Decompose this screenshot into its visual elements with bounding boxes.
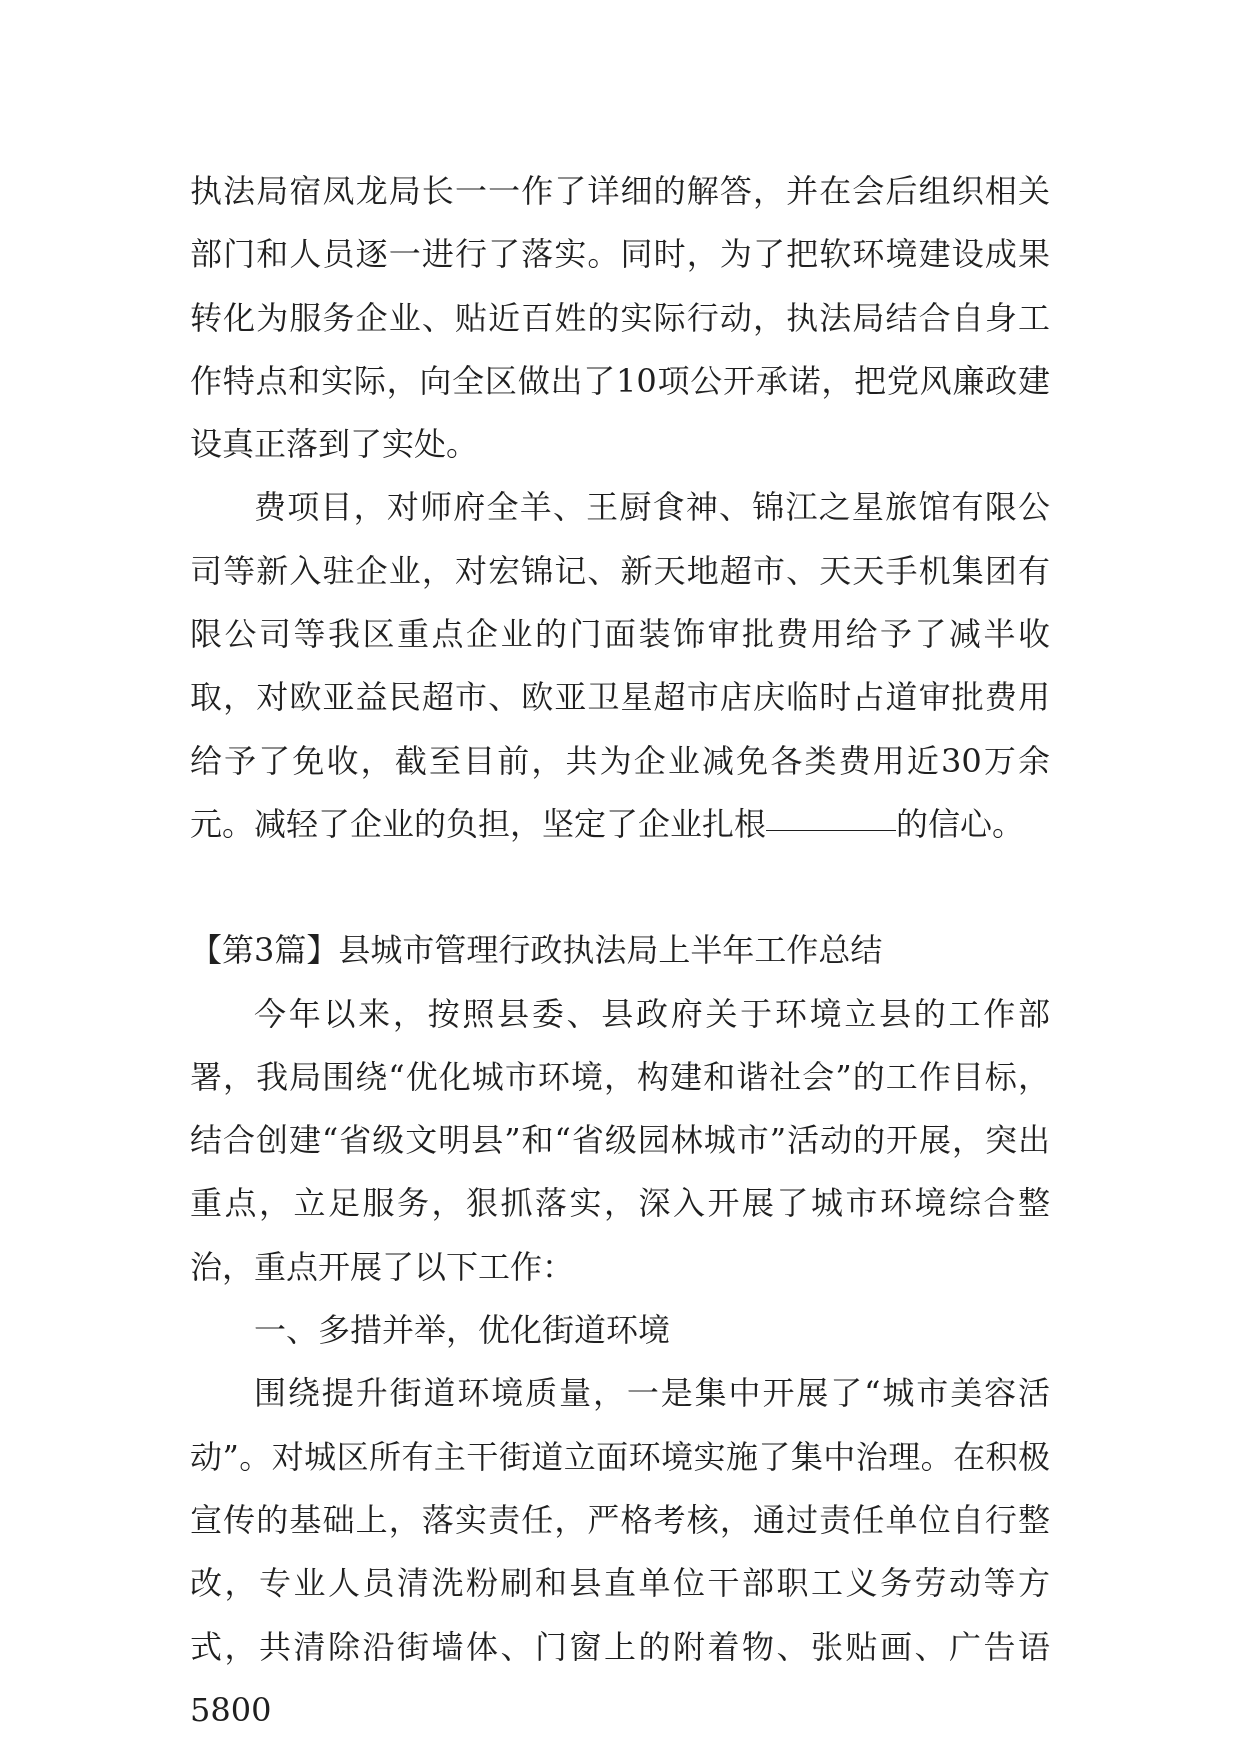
paragraph-2-text: 费项目，对师府全羊、王厨食神、锦江之星旅馆有限公司等新入驻企业，对宏锦记、新天地超市、天天手机集团有限公司等我区重点企业的门面装饰审批费用给予了减半收取，对欧亚益民超市、欧亚卫星超市店庆临时占道审批费用给予了免收，截至目前，共为企业减免各类费用近30万余元。减轻了企业的负担，坚定了企业扎根	[190, 488, 1050, 843]
document-page	[190, 160, 1050, 1742]
subheading-1: 一、多措并举，优化街道环境	[254, 1311, 671, 1350]
paragraph-2	[190, 476, 1050, 856]
paragraph-2-ending: 的信心。	[896, 804, 1025, 843]
paragraph-1: 执法局宿凤龙局长一一作了详细的解答，并在会后组织相关部门和人员逐一进行了落实。同时，为了把软环境建设成果转化为服务企业、贴近百姓的实际行动，执法局结合自身工作特点和实际，向全区做出了10项公开承诺，把党风廉政建设真正落到了实处。	[190, 172, 1050, 464]
fill-in-blank	[766, 829, 896, 831]
section-title: 【第3篇】县城市管理行政执法局上半年工作总结	[190, 931, 883, 970]
section-spacer	[190, 856, 1050, 919]
paragraph-3: 今年以来，按照县委、县政府关于环境立县的工作部署，我局围绕“优化城市环境，构建和谐社会”的工作目标，结合创建“省级文明县”和“省级园林城市”活动的开展，突出重点，立足服务，狠抓落实，深入开展了城市环境综合整治，重点开展了以下工作：	[190, 994, 1050, 1286]
paragraph-4: 围绕提升街道环境质量，一是集中开展了“城市美容活动”。对城区所有主干街道立面环境实施了集中治理。在积极宣传的基础上，落实责任，严格考核，通过责任单位自行整改，专业人员清洗粉刷和县直单位干部职工义务劳动等方式，共清除沿街墙体、门窗上的附着物、张贴画、广告语5800	[190, 1374, 1050, 1729]
